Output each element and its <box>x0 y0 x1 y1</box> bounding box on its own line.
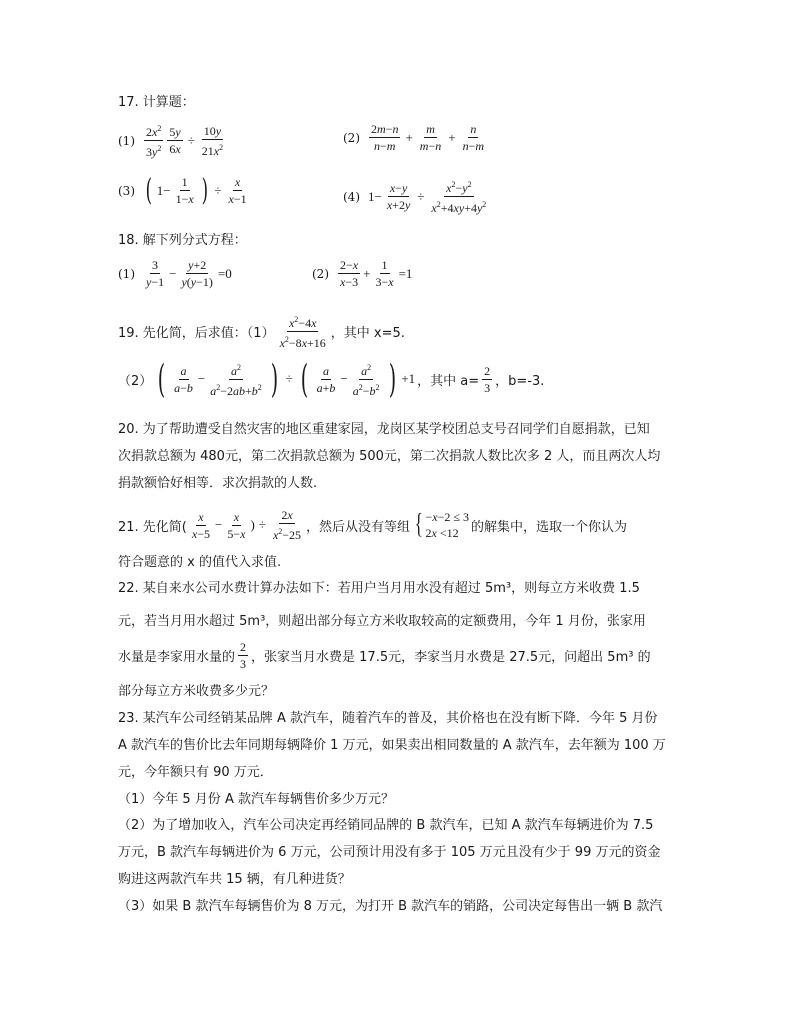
q18-p2-label: (2) <box>312 266 329 281</box>
fraction: $\frac{x}{x-1}$ <box>228 175 247 206</box>
q18-p1-label: (1) <box>118 266 135 281</box>
q17-part2: (2) $\frac{2m-n}{n-m}$ + $\frac{m}{m-n}$ + $\frac{n}{n-m}$ <box>343 122 485 153</box>
q20-line3: 捐款额恰好相等．求次捐款的人数. <box>118 476 318 491</box>
fraction: $\frac{x^2-y^2}{x^2+4xy+4y^2}$ <box>431 180 487 215</box>
fraction: $\frac{2}{3}$ <box>484 363 491 395</box>
q18-part2: (2) $\frac{2-x}{x-3}$ + $\frac{1}{3-x}$ =1 <box>312 258 413 289</box>
q19-p2-condition-a: ，其中 a= <box>417 373 480 389</box>
q21-mid: ，然后从没有等组 <box>306 519 411 535</box>
q23-line4: （1）今年 5 月份 A 款汽车每辆售价多少万元？ <box>118 792 394 807</box>
fraction: $\frac{a}{a-b}$ <box>174 363 193 395</box>
q22-line2: 元，若当月用水超过 5m³，则超出部分每立方米收取较高的定额费用，今年 1 月份，张家用 <box>118 614 646 629</box>
q22-line4: 部分每立方米收费多少元？ <box>118 684 275 699</box>
q22-line1: 22. 某自来水公司水费计算办法如下：若用户当月用水没有超过 5m³，则每立方米收费 1.5 <box>118 581 640 596</box>
q21-line1: 21. 先化简( $\frac{x}{x-5}$ − $\frac{x}{5-x}$ ) ÷ $\frac{2x}{x^2-25}$ ，然后从没有等组 { −x−2 ≤ 3 2x <12 的解集中，选取一个你认为 <box>118 508 627 542</box>
fraction: $\frac{5y}{6x}$ <box>169 125 181 156</box>
q21-suffix: 的解集中，选取一个你认为 <box>470 519 627 535</box>
q17-part1: (1) $\frac{2x^2}{3y^2}$ $\frac{5y}{6x}$ ÷ $\frac{10y}{21x^2}$ <box>118 123 224 159</box>
q19-p1-condition: ，其中 x=5. <box>330 326 405 341</box>
q22-line3a: 水量是李家用水量的 <box>118 650 236 665</box>
q23-line6: 万元，B 款汽车每辆进价为 6 万元，公司预计用没有多于 105 万元且没有少于 99 万元的资金 <box>118 845 661 860</box>
fraction: $\frac{x^2-4x}{x^2-8x+16}$ <box>279 315 326 350</box>
q21-line2: 符合题意的 x 的值代入求值. <box>118 555 282 570</box>
fraction: $\frac{y+2}{y(y-1)}$ <box>181 258 213 289</box>
fraction: $\frac{a}{a+b}$ <box>316 363 336 395</box>
inequality-system: { −x−2 ≤ 3 2x <12 <box>414 509 469 540</box>
fraction: $\frac{m}{m-n}$ <box>419 122 442 153</box>
q23-line1: 23. 某汽车公司经销某品牌 A 款汽车，随着汽车的普及，其价格也在没有断下降．今年 5 月份 <box>118 711 658 726</box>
q18-part1: (1) $\frac{3}{y-1}$ − $\frac{y+2}{y(y-1)}$ =0 <box>118 258 232 289</box>
fraction: $\frac{3}{y-1}$ <box>146 258 165 289</box>
q17-title: 17. 计算题： <box>118 95 195 110</box>
q17-p3-label: (3) <box>118 183 135 198</box>
fraction: $\frac{2x^2}{3y^2}$ <box>146 124 162 159</box>
fraction: $\frac{2m-n}{n-m}$ <box>371 122 399 153</box>
q19-p2-condition-b: ，b=-3. <box>495 373 545 389</box>
q21-prefix: 21. 先化简( <box>118 519 187 535</box>
fraction: $\frac{10y}{21x^2}$ <box>201 123 224 158</box>
q20-line2: 次捐款总额为 480元，第二次捐款总额为 500元，第二次捐款人数比次多 2 人，而且两次人均 <box>118 449 661 464</box>
q23-line2: A 款汽车的售价比去年同期每辆降价 1 万元，如果卖出相同数量的 A 款汽车，去年额为 100 万 <box>118 738 666 753</box>
q23-line5: （2）为了增加收入，汽车公司决定再经销同品牌的 B 款汽车，已知 A 款汽车每辆进价为 7.5 <box>118 818 654 833</box>
fraction: $\frac{1}{3-x}$ <box>375 258 394 289</box>
q22-line3 <box>118 640 651 671</box>
q19-title: 19. 先化简，后求值：（1） <box>118 326 275 341</box>
q23-line8: （3）如果 B 款汽车每辆售价为 8 万元，为打开 B 款汽车的销路，公司决定每售出一辆 B 款汽 <box>118 899 663 914</box>
q19-p2-label: （2） <box>118 373 153 389</box>
fraction: $\frac{x}{5-x}$ <box>227 509 246 541</box>
q17-p2-label: (2) <box>343 130 360 145</box>
q17-p1-label: (1) <box>118 133 135 148</box>
fraction: $\frac{2}{3}$ <box>240 640 247 671</box>
fraction: $\frac{2x}{x^2-25}$ <box>272 508 302 542</box>
fraction: $\frac{a^2}{a^2-2ab+b^2}$ <box>210 362 262 398</box>
q23-line3: 元，今年额只有 90 万元． <box>118 765 273 780</box>
q19-part1 <box>118 313 405 350</box>
fraction: $\frac{a^2}{a^2-b^2}$ <box>352 362 380 398</box>
q18-title: 18. 解下列分式方程： <box>118 233 247 248</box>
q17-part3: (3) ( 1− $\frac{1}{1-x}$ ) ÷ $\frac{x}{x-1}$ <box>118 172 247 208</box>
q22-line3b: ，张家当月水费是 17.5元，李家当月水费是 27.5元，问超出 5m³ 的 <box>251 650 651 665</box>
fraction: $\frac{1}{1-x}$ <box>175 175 194 206</box>
q17-p4-label: (4) <box>343 189 360 204</box>
fraction: $\frac{x-y}{x+2y}$ <box>386 181 411 212</box>
q20-line1: 20. 为了帮助遭受自然灾害的地区重建家园，龙岗区某学校团总支号召同学们自愿捐款，已知 <box>118 422 650 437</box>
q19-part2: （2） ( $\frac{a}{a-b}$ − $\frac{a^2}{a^2-2ab+b^2}$ ) ÷ ( $\frac{a}{a+b}$ − $\frac{a^2}{a^2-b^2}$ ) +1 ，其中 a= $\frac{2}{3}$ ，b=-3. <box>118 357 545 401</box>
q17-part4: (4) 1− $\frac{x-y}{x+2y}$ ÷ $\frac{x^2-y^2}{x^2+4xy+4y^2}$ <box>343 180 487 215</box>
q23-line7: 购进这两款汽车共 15 辆，有几种进货？ <box>118 872 351 887</box>
fraction: $\frac{x}{x-5}$ <box>191 509 210 541</box>
fraction: $\frac{2-x}{x-3}$ <box>340 258 359 289</box>
fraction: $\frac{n}{n-m}$ <box>462 122 485 153</box>
